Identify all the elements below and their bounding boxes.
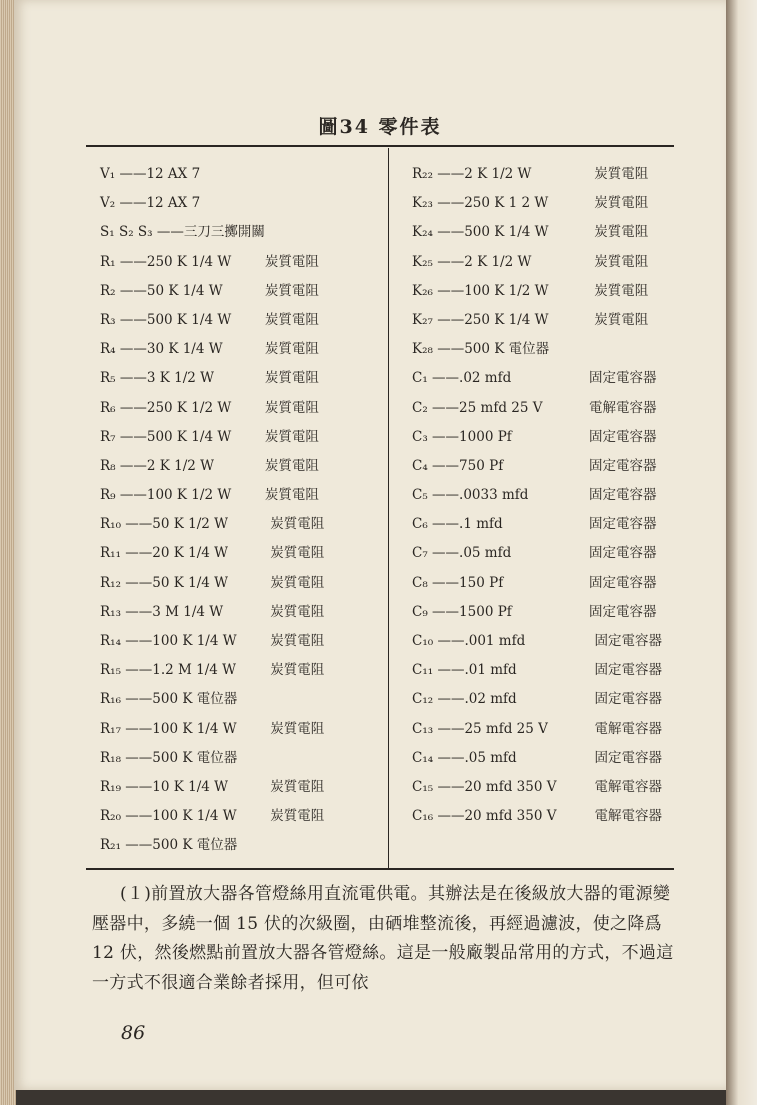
part-value: 500 K 1/4 W <box>464 224 549 241</box>
part-ref: C₇ —— <box>412 545 460 562</box>
part-value: .01 mfd <box>464 662 517 679</box>
part-type: 炭質電阻 <box>264 311 319 328</box>
part-value: .02 mfd <box>459 370 512 387</box>
part-type: 炭質電阻 <box>594 224 649 241</box>
part-row <box>100 481 385 510</box>
part-value: 12 AX 7 <box>146 195 201 212</box>
part-value: 500 K 電位器 <box>152 691 238 708</box>
part-ref: C₃ —— <box>412 428 460 445</box>
part-row <box>100 656 385 685</box>
part-row <box>412 715 672 744</box>
part-ref: R₃ —— <box>100 311 147 328</box>
part-type: 固定電容器 <box>589 370 657 387</box>
part-value: .05 mfd <box>464 749 517 766</box>
part-type: 固定電容器 <box>589 428 657 445</box>
part-value: 20 mfd 350 V <box>464 808 557 825</box>
part-type: 固定電容器 <box>589 603 657 620</box>
part-type: 固定電容器 <box>589 574 657 591</box>
body-paragraph: (１)前置放大器各管燈絲用直流電供電。其辦法是在後級放大器的電源變壓器中，多繞一個 15 伏的次級圈，由硒堆整流後，再經過濾波，使之降爲 12 伏，然後燃點前置放大器各管燈絲。這是一般廠製品常用的方式，不過這一方式不很適合業餘者採用，但可依 <box>92 884 674 993</box>
part-row <box>412 598 672 627</box>
part-row <box>412 481 672 510</box>
part-row <box>100 364 385 393</box>
part-ref: C₁₂ —— <box>412 691 465 708</box>
part-type: 炭質電阻 <box>594 253 649 270</box>
part-ref: V₁ —— <box>100 166 147 182</box>
part-value: 20 mfd 350 V <box>464 778 557 795</box>
part-value: 12 AX 7 <box>146 166 201 182</box>
part-value: 250 K 1 2 W <box>464 195 549 212</box>
part-value: 25 mfd 25 V <box>464 720 548 737</box>
part-ref: R₁₄ —— <box>100 633 153 649</box>
part-row <box>100 569 385 598</box>
part-row <box>412 335 672 364</box>
part-ref: R₇ —— <box>100 428 147 445</box>
part-ref: R₁₀ —— <box>100 516 153 533</box>
part-value: 10 K 1/4 W <box>152 778 229 795</box>
part-type: 炭質電阻 <box>270 808 325 825</box>
part-row <box>100 248 385 277</box>
part-type: 炭質電阻 <box>270 545 325 562</box>
part-value: 250 K 1/4 W <box>146 253 232 270</box>
part-type: 炭質電阻 <box>264 282 319 299</box>
part-type: 電解電容器 <box>594 778 662 795</box>
part-value: 100 K 1/2 W <box>146 487 232 504</box>
part-row <box>412 656 672 685</box>
part-type: 固定電容器 <box>589 545 657 562</box>
part-ref: R₂₂ —— <box>412 166 465 182</box>
part-type: 固定電容器 <box>589 487 657 504</box>
part-type: 炭質電阻 <box>270 603 325 620</box>
table-title: 圖34 零件表 <box>318 116 442 138</box>
part-ref: R₁₅ —— <box>100 662 153 679</box>
part-row <box>100 306 385 335</box>
part-ref: C₄ —— <box>412 457 460 474</box>
part-type: 炭質電阻 <box>594 166 649 182</box>
part-value: 500 K 1/4 W <box>146 311 232 328</box>
book-edge-right <box>726 0 757 1105</box>
part-row <box>412 627 672 656</box>
part-value: 30 K 1/4 W <box>146 341 223 358</box>
part-value: 3 M 1/4 W <box>152 603 224 620</box>
part-ref: K₂₇ —— <box>412 311 465 328</box>
part-ref: R₁₁ —— <box>100 545 153 562</box>
part-row <box>412 744 672 773</box>
part-value: 150 Pf <box>459 574 504 591</box>
part-row <box>100 802 385 831</box>
part-ref: C₁₃ —— <box>412 720 465 737</box>
part-row <box>412 452 672 481</box>
part-value: 1500 Pf <box>459 603 512 620</box>
part-value: 2 K 1/2 W <box>464 166 532 182</box>
part-row <box>100 160 385 189</box>
part-ref: C₁₅ —— <box>412 778 465 795</box>
part-type: 固定電容器 <box>589 457 657 474</box>
part-value: .1 mfd <box>459 516 503 533</box>
part-type: 炭質電阻 <box>264 370 319 387</box>
part-value: 500 K 1/4 W <box>146 428 232 445</box>
part-row <box>100 394 385 423</box>
part-ref: K₂₄ —— <box>412 224 465 241</box>
part-value: 50 K 1/4 W <box>152 574 229 591</box>
column-divider <box>388 148 389 868</box>
part-ref: R₁₈ —— <box>100 749 153 766</box>
part-row <box>100 744 385 773</box>
part-value: 3 K 1/2 W <box>146 370 215 387</box>
part-ref: C₁₆ —— <box>412 808 465 825</box>
part-row <box>412 423 672 452</box>
part-ref: C₉ —— <box>412 603 460 620</box>
part-ref: R₉ —— <box>100 487 147 504</box>
part-value: .02 mfd <box>464 691 517 708</box>
part-value: 100 K 1/4 W <box>152 633 237 649</box>
part-type: 電解電容器 <box>589 399 657 416</box>
part-ref: C₆ —— <box>412 516 460 533</box>
part-value: .001 mfd <box>464 633 526 649</box>
table-bottom-rule <box>86 868 674 870</box>
part-value: 2 K 1/2 W <box>464 253 532 270</box>
part-row <box>412 773 672 802</box>
part-row <box>412 510 672 539</box>
part-type: 固定電容器 <box>589 516 657 533</box>
part-ref: R₂₀ —— <box>100 808 153 825</box>
part-row <box>100 218 385 247</box>
part-ref: R₁₇ —— <box>100 720 153 737</box>
part-ref: C₂ —— <box>412 399 460 416</box>
part-row <box>100 510 385 539</box>
part-value: .0033 mfd <box>459 487 529 504</box>
part-ref: C₁₀ —— <box>412 633 465 649</box>
part-type: 電解電容器 <box>594 808 662 825</box>
part-ref: V₂ —— <box>100 195 147 212</box>
part-row <box>100 831 385 860</box>
part-row <box>100 423 385 452</box>
part-ref: R₁₃ —— <box>100 603 153 620</box>
part-row <box>100 685 385 714</box>
part-row <box>412 306 672 335</box>
part-ref: R₈ —— <box>100 457 147 474</box>
part-row <box>412 218 672 247</box>
part-row <box>100 335 385 364</box>
part-row <box>100 598 385 627</box>
part-row <box>100 539 385 568</box>
part-value: 2 K 1/2 W <box>146 457 215 474</box>
part-type: 炭質電阻 <box>264 487 319 504</box>
part-row <box>412 539 672 568</box>
part-row <box>412 394 672 423</box>
part-value: 1.2 M 1/4 W <box>152 662 237 679</box>
part-type: 炭質電阻 <box>594 282 649 299</box>
part-row <box>100 189 385 218</box>
part-ref: C₅ —— <box>412 487 460 504</box>
part-ref: S₁ S₂ S₃ —— <box>100 224 184 241</box>
part-value: 20 K 1/4 W <box>152 545 229 562</box>
part-type: 炭質電阻 <box>270 516 325 533</box>
part-ref: C₁₁ —— <box>412 662 465 679</box>
part-row <box>100 715 385 744</box>
part-ref: R₁ —— <box>100 253 147 270</box>
part-row <box>412 685 672 714</box>
part-ref: C₈ —— <box>412 574 460 591</box>
part-row <box>412 569 672 598</box>
part-ref: K₂₈ —— <box>412 341 465 358</box>
part-type: 炭質電阻 <box>270 662 325 679</box>
part-ref: R₁₉ —— <box>100 778 153 795</box>
part-row <box>412 277 672 306</box>
part-value: 500 K 電位器 <box>152 837 238 854</box>
part-type: 固定電容器 <box>594 662 662 679</box>
part-value: 25 mfd 25 V <box>459 399 543 416</box>
part-value: 100 K 1/4 W <box>152 720 237 737</box>
part-type: 固定電容器 <box>594 633 662 649</box>
part-type: 固定電容器 <box>594 749 662 766</box>
part-ref: K₂₅ —— <box>412 253 465 270</box>
part-value: .05 mfd <box>459 545 512 562</box>
part-type: 炭質電阻 <box>264 428 319 445</box>
part-type: 炭質電阻 <box>594 195 649 212</box>
part-row <box>100 773 385 802</box>
part-value: 250 K 1/4 W <box>464 311 549 328</box>
part-ref: R₂₁ —— <box>100 837 153 854</box>
part-value: 1000 Pf <box>459 428 512 445</box>
parts-list-right <box>412 160 672 831</box>
part-ref: K₂₃ —— <box>412 195 465 212</box>
part-type: 炭質電阻 <box>270 778 325 795</box>
part-row <box>412 364 672 393</box>
part-row <box>412 189 672 218</box>
part-type: 炭質電阻 <box>264 253 319 270</box>
parts-list-left <box>100 160 385 861</box>
part-value: 100 K 1/2 W <box>464 282 549 299</box>
part-type: 固定電容器 <box>594 691 662 708</box>
part-type: 炭質電阻 <box>594 311 649 328</box>
part-type: 炭質電阻 <box>270 633 325 649</box>
table-top-rule <box>86 145 674 147</box>
part-type: 炭質電阻 <box>270 574 325 591</box>
part-ref: C₁ —— <box>412 370 460 387</box>
part-row <box>100 627 385 656</box>
part-type: 電解電容器 <box>594 720 662 737</box>
part-ref: K₂₆ —— <box>412 282 465 299</box>
part-type: 炭質電阻 <box>270 720 325 737</box>
part-value: 三刀三擲開關 <box>183 224 265 241</box>
part-value: 50 K 1/2 W <box>152 516 229 533</box>
part-ref: R₁₆ —— <box>100 691 153 708</box>
part-type: 炭質電阻 <box>264 457 319 474</box>
part-value: 50 K 1/4 W <box>146 282 223 299</box>
part-value: 250 K 1/2 W <box>146 399 232 416</box>
part-ref: C₁₄ —— <box>412 749 465 766</box>
part-type: 炭質電阻 <box>264 399 319 416</box>
part-ref: R₆ —— <box>100 399 147 416</box>
part-row <box>412 802 672 831</box>
page-number: 86 <box>121 1022 146 1044</box>
part-row <box>100 452 385 481</box>
part-type: 炭質電阻 <box>264 341 319 358</box>
part-value: 500 K 電位器 <box>152 749 238 766</box>
part-value: 100 K 1/4 W <box>152 808 237 825</box>
part-row <box>412 248 672 277</box>
part-ref: R₅ —— <box>100 370 147 387</box>
part-ref: R₄ —— <box>100 341 147 358</box>
part-row <box>412 160 672 189</box>
part-ref: R₁₂ —— <box>100 574 153 591</box>
part-row <box>100 277 385 306</box>
part-value: 750 Pf <box>459 457 504 474</box>
part-value: 500 K 電位器 <box>464 341 550 358</box>
part-ref: R₂ —— <box>100 282 147 299</box>
